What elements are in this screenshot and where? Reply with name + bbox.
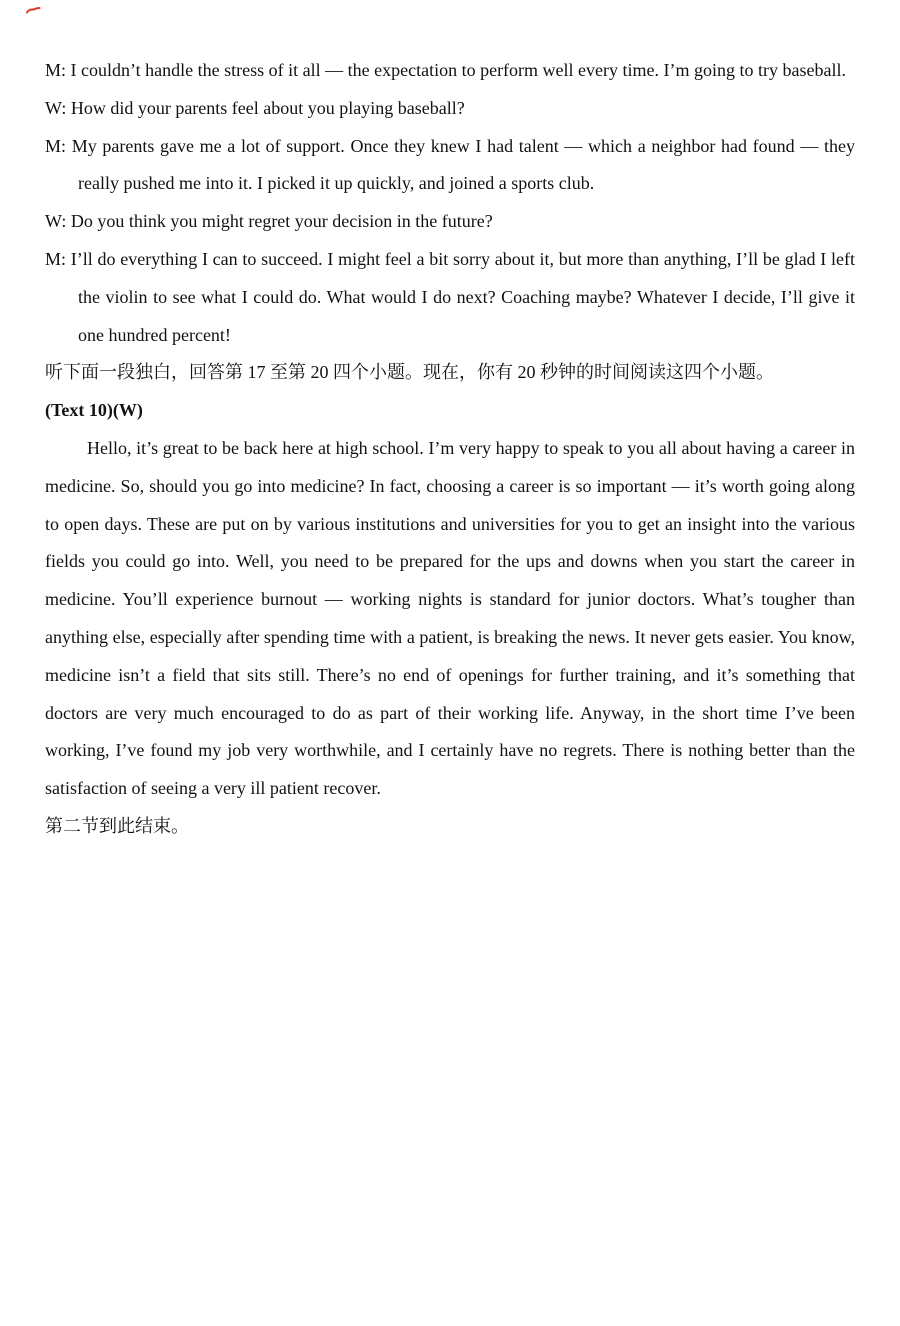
speaker-label: W: [45, 211, 67, 232]
speaker-label: M: [45, 135, 67, 156]
dialogue-text: Do you think you might regret your decision in the future? [70, 211, 493, 232]
monologue-text: Hello, it’s great to be back here at high school. I’m very happy to speak to you all about having a career in medicine. So, should you go into medicine? In fact, choosing a career is so important — it’s worth going along to open days. These are put on by various institutions and universities for you to get an insight into the various fields you could go into. Well, you need to be prepared for the ups and downs when you start the career in medicine. You’ll experience burnout — working nights is standard for junior doctors. What’s tougher than anything else, especially after spending time with a patient, is breaking the news. It never gets easier. You know, medicine isn’t a field that sits still. There’s no end of openings for further training, and it’s something that doctors are very much encouraged to do as part of their working life. Anyway, in the short time I’ve been working, I’ve found my job very worthwhile, and I certainly have no regrets. There is nothing better than the satisfaction of seeing a very ill patient recover. [45, 437, 855, 799]
speaker-label: W: [45, 97, 67, 118]
red-pen-mark-icon [26, 6, 41, 15]
dialogue-text: How did your parents feel about you playing baseball? [70, 97, 465, 118]
section-end: 第二节到此结束。 [45, 815, 189, 836]
dialogue-line [45, 52, 855, 90]
section-instruction: 听下面一段独白，回答第 17 至第 20 四个小题。现在，你有 20 秒钟的时间阅读这四个小题。 [45, 362, 774, 383]
speaker-label: M: [45, 60, 67, 80]
dialogue-text: I’ll do everything I can to succeed. I might feel a bit sorry about it, but more than anything, I’ll be glad I left the violin to see what I could do. What would I do next? Coaching maybe? Whatever I decide, I’ll give it one hundred percent! [70, 248, 856, 345]
dialogue-text: My parents gave me a lot of support. Once they knew I had talent — which a neighbor had found — they really pushed me into it. I picked it up quickly, and joined a sports club. [71, 135, 856, 194]
dialogue-text: I couldn’t handle the stress of it all — the expectation to perform well every time. I’m going to try baseball. [70, 60, 846, 80]
dialogue-line [45, 90, 855, 128]
dialogue-line [45, 241, 855, 354]
dialogue-line [45, 128, 855, 204]
speaker-label: M: [45, 248, 67, 269]
dialogue-line [45, 203, 855, 241]
text-label: (Text 10)(W) [45, 400, 143, 421]
